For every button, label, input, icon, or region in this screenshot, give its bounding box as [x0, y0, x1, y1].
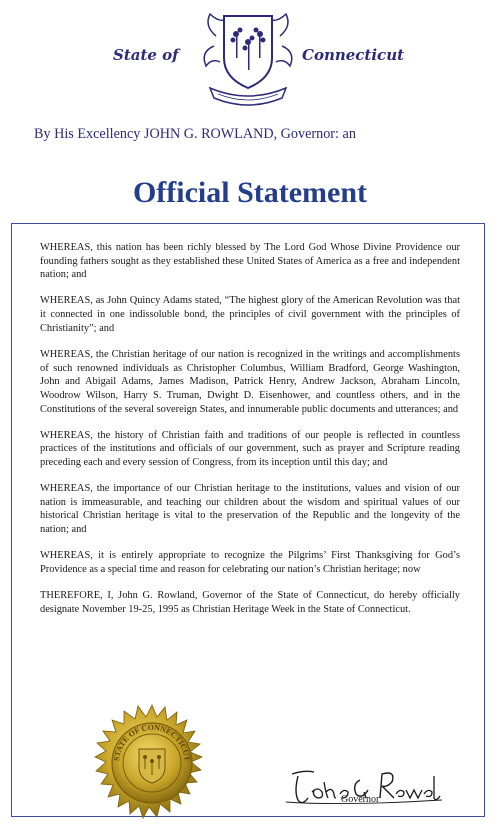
gold-state-seal-icon — [89, 703, 215, 829]
whereas-paragraph: WHEREAS, as John Quincy Adams stated, “The highest glory of the American Revolution was that it connected in one indissoluble bond, the principles of civil government with the principles of Christianity”; and — [40, 295, 460, 334]
whereas-paragraph: WHEREAS, the importance of our Christian heritage to the institutions, values and vision of our nation is immeasurable, and teaching our children about the wisdom and spiritual values of our historical Christian heritage is vital to the preservation of the Republic and the longevity of the nation; and — [40, 483, 460, 536]
page-title: Official Statement — [132, 176, 368, 209]
signature-title: Governor — [341, 794, 380, 805]
connecticut-heading: Connecticut — [302, 46, 405, 64]
whereas-paragraph: WHEREAS, it is entirely appropriate to recognize the Pilgrims’ First Thanksgiving for God’s Providence as a special time and reason for celebrating our nation’s Christian heritage; now — [40, 550, 460, 575]
whereas-paragraph: WHEREAS, this nation has been richly blessed by The Lord God Whose Divine Providence our founding fathers sought as they established these United States of America as a free and independent nation; and — [40, 242, 460, 281]
whereas-paragraph: WHEREAS, the history of Christian faith and traditions of our people is reflected in countless practices of the institutions and officials of our government, such as prayer and Scripture reading preceding each and every session of Congress, from its inception until this day; and — [40, 429, 460, 469]
whereas-paragraph: WHEREAS, the Christian heritage of our nation is recognized in the writings and accomplishments of such renowned individuals as Christopher Columbus, William Bradford, George Washington, John and Abigail Adams, James Madison, Patrick Henry, Andrew Jackson, Abraham Lincoln, Woodrow Wilson, Harry S. Truman, Dwight D. Eisenhower, and countless others, and in the Constitutions of the several sovereign States, and innumerable public documents and utterances; and — [40, 348, 460, 415]
statement-body — [40, 241, 460, 629]
gold-seal-text: STATE OF CONNECTICUT — [112, 722, 193, 762]
state-coat-of-arms-icon — [196, 6, 300, 106]
byline: By His Excellency JOHN G. ROWLAND, Governor: an — [34, 126, 356, 142]
state-of-heading: State of — [113, 46, 179, 64]
therefore-paragraph: THEREFORE, I, John G. Rowland, Governor of the State of Connecticut, do hereby officially designate November 19-25, 1995 as Christian Heritage Week in the State of Connecticut. — [40, 589, 460, 615]
